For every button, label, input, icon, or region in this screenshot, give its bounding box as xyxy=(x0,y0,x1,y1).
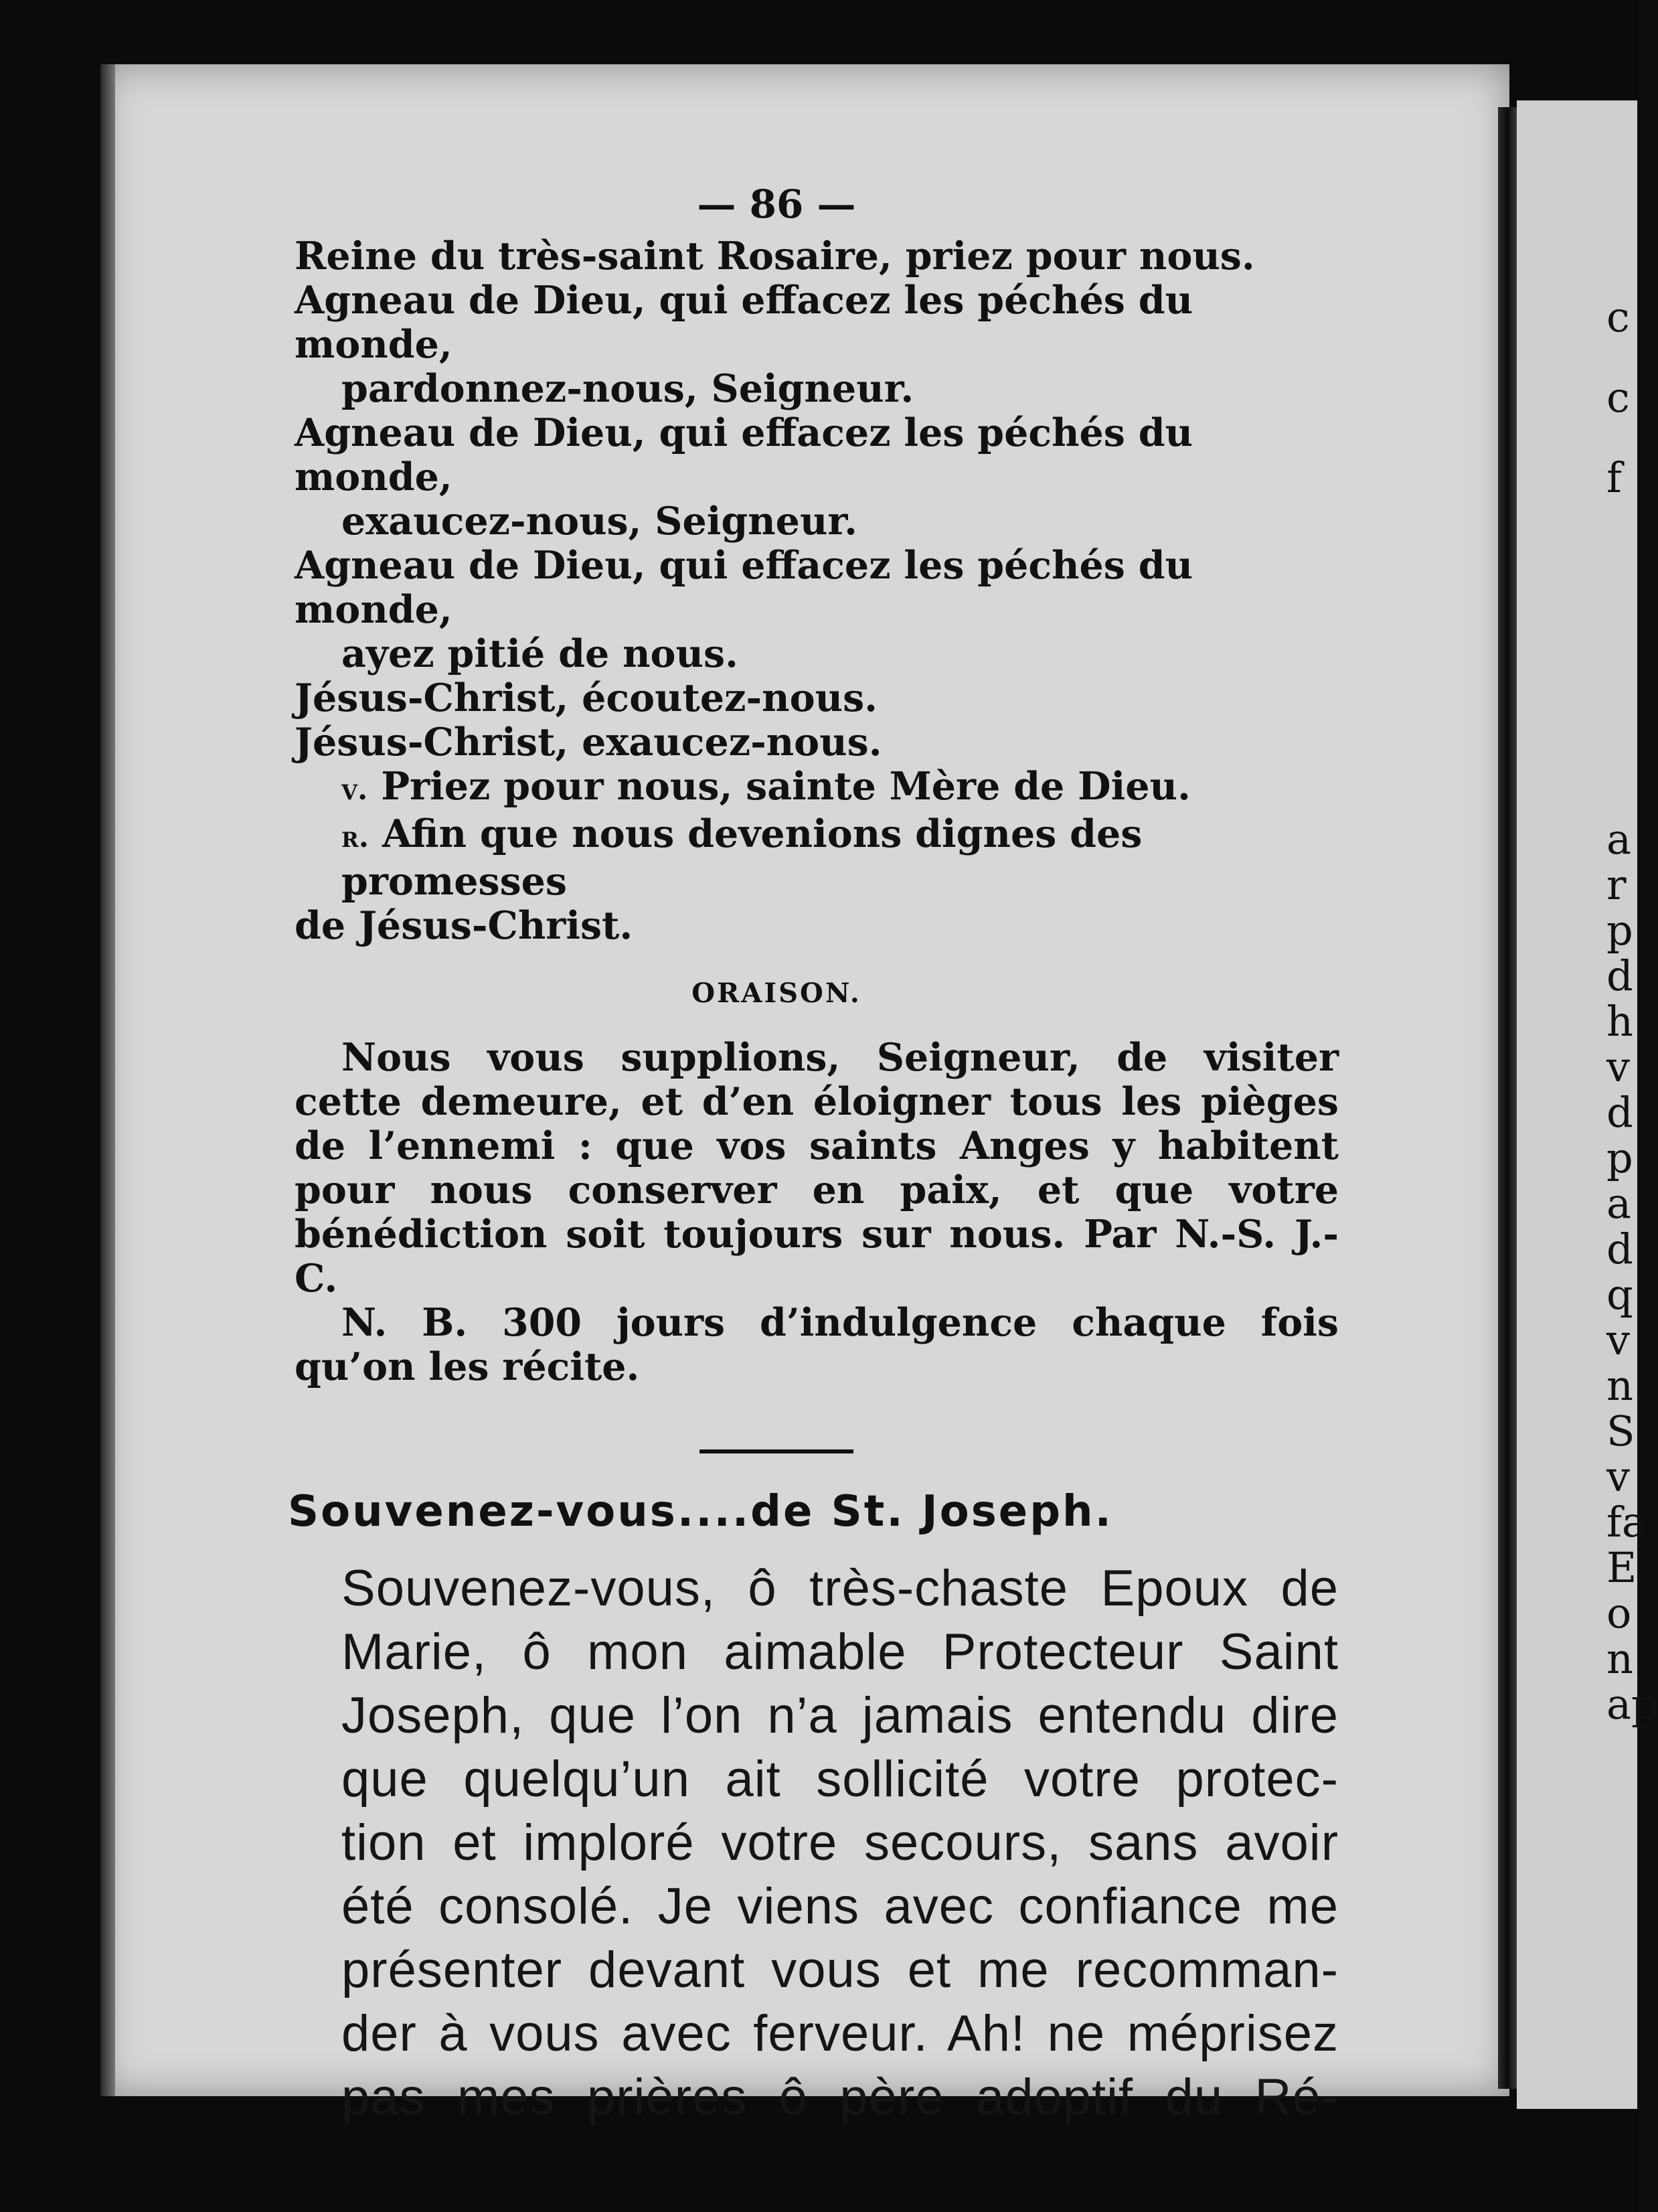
book-spine xyxy=(1498,107,1517,2089)
response-symbol: r. xyxy=(341,820,369,854)
prayer-line: Marie, ô mon aimable Protecteur Saint xyxy=(341,1624,1339,1680)
response-continuation: de Jésus-Christ. xyxy=(295,903,633,948)
versicle-line xyxy=(295,765,1339,812)
litany-line: Agneau de Dieu, qui effacez les péchés du monde, xyxy=(295,278,1193,367)
versicle-block xyxy=(295,765,1339,948)
facing-page-letter: E xyxy=(1606,1543,1637,1592)
facing-page-letter: d xyxy=(1606,951,1633,1000)
facing-page-top-text xyxy=(1606,295,1637,536)
litany-line: Agneau de Dieu, qui effacez les péchés du monde, xyxy=(295,410,1193,499)
facing-page-letter: c xyxy=(1606,293,1630,341)
souvenez-prayer xyxy=(295,1557,1339,2129)
prayer-line: pas mes prières ô père adoptif du Ré- xyxy=(341,2069,1339,2126)
response-line xyxy=(295,812,1339,904)
section-divider xyxy=(699,1449,853,1453)
prayer-line: der à vous avec ferveur. Ah! ne méprisez xyxy=(341,2005,1339,2062)
facing-page-letter: d xyxy=(1606,1224,1633,1273)
facing-page-letter: n xyxy=(1606,1361,1633,1410)
litany-line: ayez pitié de nous. xyxy=(341,631,738,676)
facing-page-letter: h xyxy=(1606,997,1633,1046)
prayer-line: que quelqu’un ait sollicité votre protec- xyxy=(341,1751,1339,1808)
nota-bene: N. B. 300 jours d’indulgence chaque fois qu’on les récite. xyxy=(295,1300,1339,1389)
page-left-edge xyxy=(100,64,115,2096)
response-text: Afin que nous devenions dignes des promesses xyxy=(341,811,1143,904)
litany-line: pardonnez-nous, Seigneur. xyxy=(341,366,914,411)
facing-page-letter: p xyxy=(1606,906,1633,955)
facing-page-letter: v xyxy=(1606,1042,1631,1091)
prayer-line: présenter devant vous et me recomman- xyxy=(341,1942,1339,1998)
page-number: — 86 — xyxy=(697,181,856,227)
facing-page-letter: q xyxy=(1606,1270,1633,1319)
facing-page-letter: c xyxy=(1606,373,1630,422)
facing-page-letter: v xyxy=(1606,1316,1631,1364)
prayer-line: Joseph, que l’on n’a jamais entendu dire xyxy=(341,1687,1339,1744)
facing-page-letter: f xyxy=(1606,453,1622,502)
litany-line: Jésus-Christ, écoutez-nous. xyxy=(295,676,878,720)
oraison-heading: ORAISON. xyxy=(691,977,861,1009)
facing-page-letter: d xyxy=(1606,1088,1633,1137)
facing-page-letter: S xyxy=(1606,1407,1635,1455)
facing-page-letter: a xyxy=(1606,815,1631,864)
versicle-text: Priez pour nous, sainte Mère de Dieu. xyxy=(381,764,1191,809)
litany-line: Agneau de Dieu, qui effacez les péchés du monde, xyxy=(295,543,1193,632)
oraison-text: Nous vous supplions, Seigneur, de visiter cette demeure, et d’en éloigner tous les pièges de l’ennemi : que vos saints Anges y habitent pour nous conserver en paix, et que votre bénédiction soit toujours sur nous. Par N.-S. J.-C. xyxy=(295,1035,1339,1301)
section-title: Souvenez-vous....de St. Joseph. xyxy=(288,1487,1113,1536)
facing-page-letter: fa xyxy=(1606,1498,1647,1547)
litany-line: exaucez-nous, Seigneur. xyxy=(341,499,858,544)
prayer-line: été consolé. Je viens avec confiance me xyxy=(341,1878,1339,1935)
litany-line: Jésus-Christ, exaucez-nous. xyxy=(295,720,882,765)
page-content xyxy=(288,181,1339,2129)
facing-page-letter: o xyxy=(1606,1589,1632,1638)
facing-page-letter: n xyxy=(1606,1634,1633,1683)
litany-line: Reine du très-saint Rosaire, priez pour nous. xyxy=(295,234,1255,279)
facing-page-text xyxy=(1606,815,1658,1729)
prayer-line: Souvenez-vous, ô très-chaste Epoux de xyxy=(341,1560,1339,1617)
facing-page-letter: r xyxy=(1606,860,1627,909)
facing-page-letter: p xyxy=(1606,1133,1633,1182)
facing-page-letter: ap xyxy=(1606,1680,1658,1729)
prayer-line: tion et imploré votre secours, sans avoir xyxy=(341,1814,1339,1871)
litany xyxy=(295,234,1339,765)
facing-page-letter: v xyxy=(1606,1452,1631,1501)
facing-page-letter: a xyxy=(1606,1179,1631,1228)
versicle-symbol: v. xyxy=(341,773,368,807)
